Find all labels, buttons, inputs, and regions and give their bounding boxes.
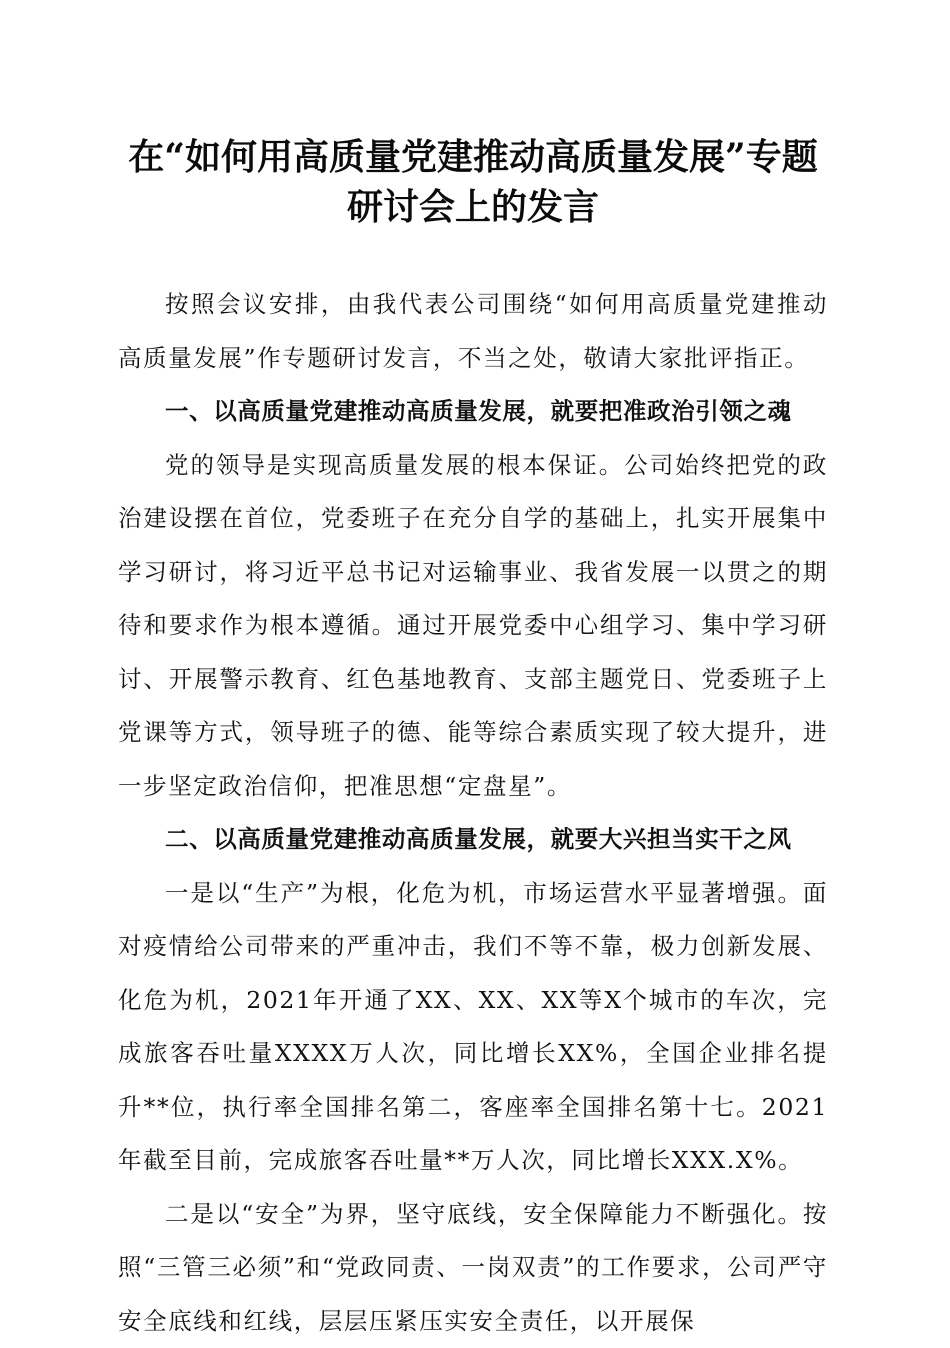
- section-heading-2: 二、以高质量党建推动高质量发展，就要大兴担当实干之风: [118, 813, 828, 867]
- intro-paragraph: 按照会议安排，由我代表公司围绕“如何用高质量党建推动高质量发展”作专题研讨发言，不当之处，敬请大家批评指正。: [118, 278, 828, 385]
- section-heading-1: 一、以高质量党建推动高质量发展，就要把准政治引领之魂: [118, 385, 828, 439]
- document-body: [118, 278, 828, 1348]
- section-2-paragraph-1: 一是以“生产”为根，化危为机，市场运营水平显著增强。面对疫情给公司带来的严重冲击，我们不等不靠，极力创新发展、化危为机，2021年开通了XX、XX、XX等X个城市的车次，完成旅客吞吐量XXXX万人次，同比增长XX%，全国企业排名提升**位，执行率全国排名第二，客座率全国排名第十七。2021年截至目前，完成旅客吞吐量**万人次，同比增长XXX.X%。: [118, 867, 828, 1188]
- section-2-paragraph-2: 二是以“安全”为界，坚守底线，安全保障能力不断强化。按照“三管三必须”和“党政同责、一岗双责”的工作要求，公司严守安全底线和红线，层层压紧压实安全责任，以开展保: [118, 1188, 828, 1348]
- title-line-1: 在“如何用高质量党建推动高质量发展”专题: [118, 132, 828, 182]
- section-1-paragraph: 党的领导是实现高质量发展的根本保证。公司始终把党的政治建设摆在首位，党委班子在充分自学的基础上，扎实开展集中学习研讨，将习近平总书记对运输事业、我省发展一以贯之的期待和要求作为根本遵循。通过开展党委中心组学习、集中学习研讨、开展警示教育、红色基地教育、支部主题党日、党委班子上党课等方式，领导班子的德、能等综合素质实现了较大提升，进一步坚定政治信仰，把准思想“定盘星”。: [118, 439, 828, 814]
- title-line-2: 研讨会上的发言: [118, 182, 828, 232]
- document-title: [118, 132, 828, 232]
